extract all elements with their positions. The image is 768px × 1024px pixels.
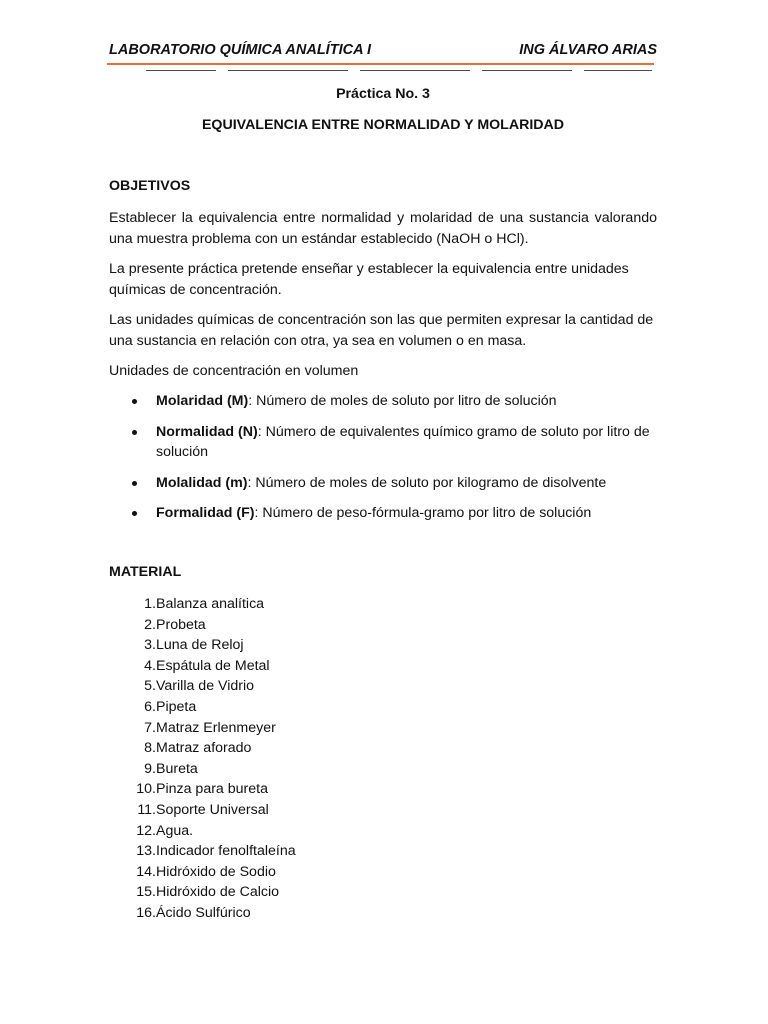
list-item (109, 635, 657, 656)
item-number: 10. (136, 781, 156, 798)
header-orange-rule (107, 63, 654, 65)
item-number: 16. (136, 904, 156, 921)
item-number: 3. (144, 637, 156, 654)
units-intro: Unidades de concentración en volumen (109, 363, 359, 379)
list-item (109, 779, 657, 800)
list-item (109, 738, 657, 759)
item-number: 13. (136, 843, 156, 860)
item-number: 7. (144, 719, 156, 736)
item-number: 4. (144, 657, 156, 674)
objectives-paragraph: Establecer la equivalencia entre normalidad y molaridad de una sustancia valorando una muestra problema con un estándar establecido (NaOH o HCl). (109, 210, 657, 247)
practice-title: EQUIVALENCIA ENTRE NORMALIDAD Y MOLARIDAD (201, 117, 565, 133)
item-text: Agua. (156, 822, 194, 839)
list-item (109, 473, 657, 494)
unit-term: Normalidad (N) (156, 423, 258, 440)
item-text: Bureta (156, 760, 198, 777)
item-text: Hidróxido de Calcio (156, 884, 280, 901)
unit-description: : Número de moles de soluto por kilogramo de disolvente (247, 474, 607, 491)
item-number: 5. (144, 678, 156, 695)
unit-term: Formalidad (F) (156, 505, 255, 521)
concentration-units-list (109, 391, 657, 534)
list-item (109, 882, 657, 903)
definition-paragraph: Las unidades químicas de concentración son las que permiten expresar la cantidad de una sustancia en relación con otra, ya sea en volumen o en masa. (109, 312, 654, 349)
list-item (109, 503, 657, 524)
item-number: 9. (144, 760, 156, 777)
list-item (109, 718, 657, 739)
unit-description: : Número de peso-fórmula-gramo por litro de solución (254, 505, 592, 521)
item-text: Probeta (156, 616, 206, 633)
header-dark-rule-segment (228, 70, 348, 71)
list-item (109, 862, 657, 883)
list-item (109, 391, 657, 412)
list-item (109, 656, 657, 677)
header-dark-rule-segment (482, 70, 572, 71)
unit-term: Molaridad (M) (156, 393, 249, 409)
item-text: Matraz aforado (156, 740, 252, 757)
header-instructor: ING ÁLVARO ARIAS (519, 42, 657, 58)
header-course-title: LABORATORIO QUÍMICA ANALÍTICA I (109, 42, 372, 58)
bullet-icon (132, 511, 137, 516)
item-text: Balanza analítica (156, 596, 265, 612)
item-number: 8. (144, 740, 156, 757)
practice-number: Práctica No. 3 (336, 86, 430, 102)
list-item (109, 697, 657, 718)
unit-description: : Número de equivalentes químico gramo de soluto por litro de solución (156, 423, 650, 460)
item-text: Hidróxido de Sodio (156, 863, 276, 880)
list-item (109, 821, 657, 842)
item-number: 1. (144, 596, 156, 612)
item-number: 11. (137, 801, 156, 818)
item-text: Luna de Reloj (156, 637, 244, 654)
item-number: 6. (144, 698, 156, 715)
list-item (109, 615, 657, 636)
header-dark-rule-segment (360, 70, 470, 71)
list-item (109, 800, 657, 821)
bullet-icon (132, 399, 137, 404)
item-text: Soporte Universal (156, 801, 269, 818)
list-item (109, 841, 657, 862)
item-number: 12. (136, 822, 156, 839)
header-dark-rule-segment (584, 70, 652, 71)
header-dark-rule-segment (146, 70, 216, 71)
purpose-paragraph: La presente práctica pretende enseñar y establecer la equivalencia entre unidades químicas de concentración. (109, 261, 629, 298)
item-text: Matraz Erlenmeyer (156, 719, 276, 736)
unit-term: Molalidad (m) (156, 474, 248, 491)
item-text: Espátula de Metal (156, 657, 270, 674)
page-header (109, 42, 657, 58)
list-item (109, 903, 657, 924)
objectives-heading: OBJETIVOS (109, 178, 191, 194)
bullet-icon (132, 430, 137, 435)
bullet-icon (132, 481, 137, 486)
item-text: Pinza para bureta (156, 781, 268, 798)
item-number: 15. (136, 884, 156, 901)
list-item (109, 422, 657, 463)
item-number: 2. (144, 616, 156, 633)
list-item (109, 759, 657, 780)
item-text: Varilla de Vidrio (156, 678, 255, 695)
unit-description: : Número de moles de soluto por litro de solución (248, 393, 557, 409)
list-item (109, 676, 657, 697)
list-item (109, 594, 657, 615)
material-list (109, 594, 657, 924)
item-text: Indicador fenolftaleína (156, 843, 296, 860)
item-text: Ácido Sulfúrico (156, 904, 251, 921)
material-heading: MATERIAL (109, 564, 182, 580)
item-text: Pipeta (156, 698, 197, 715)
item-number: 14. (136, 863, 156, 880)
